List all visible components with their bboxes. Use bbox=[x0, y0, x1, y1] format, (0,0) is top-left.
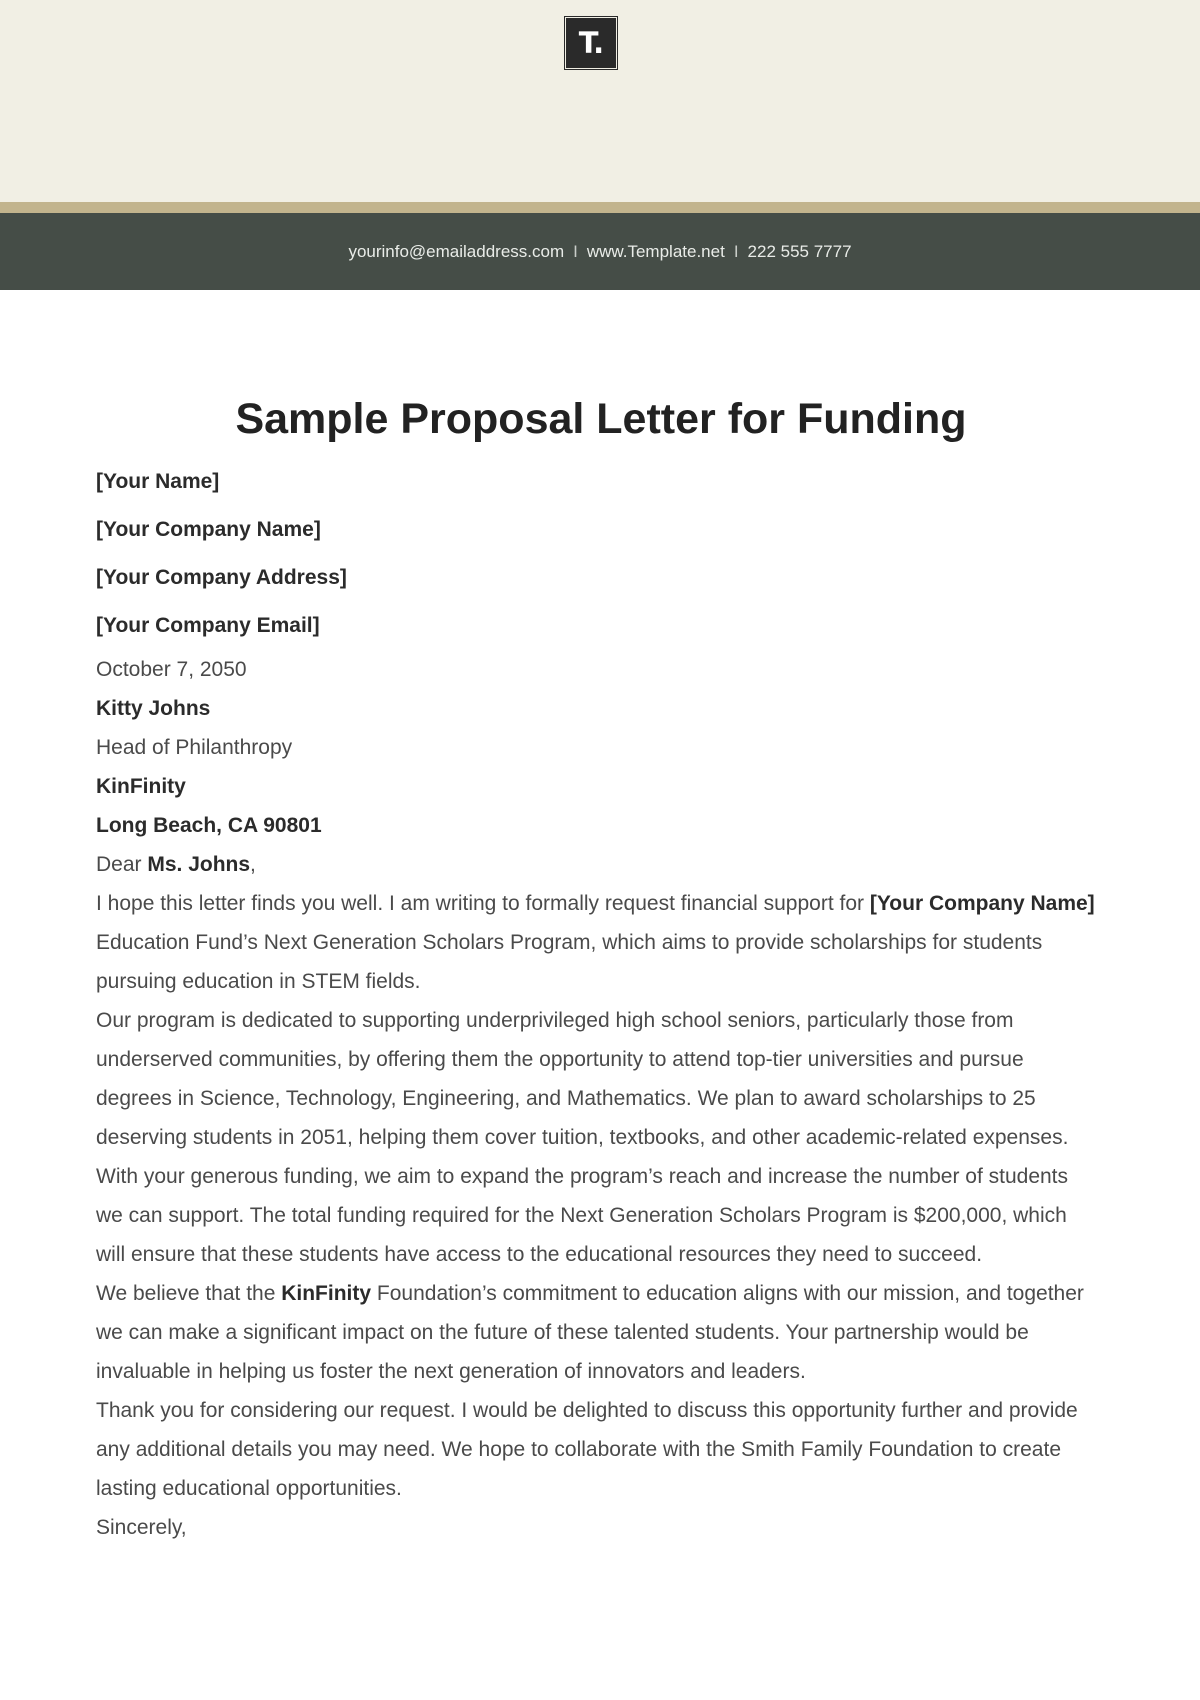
brand-logo: T. bbox=[566, 18, 616, 68]
recipient-organization: KinFinity bbox=[96, 775, 186, 798]
recipient-title: Head of Philanthropy bbox=[96, 736, 293, 759]
organization-highlight: KinFinity bbox=[281, 1282, 372, 1305]
header-banner bbox=[0, 0, 1200, 202]
document-title: Sample Proposal Letter for Funding bbox=[235, 395, 967, 443]
sender-name: [Your Name] bbox=[96, 470, 220, 493]
contact-website[interactable]: www.Template.net bbox=[586, 242, 725, 261]
paragraph-intro: I hope this letter finds you well. I am writing to formally request financial support for [Your Company Name] Education Fund’s Next Generation Scholars Program, which aims to provide scholarships for students pursuing education in STEM fields. bbox=[96, 892, 1095, 993]
sender-company-email: [Your Company Email] bbox=[96, 614, 320, 637]
sender-block bbox=[96, 458, 1096, 650]
closing: Sincerely, bbox=[96, 1516, 187, 1539]
paragraph-program: Our program is dedicated to supporting underprivileged high school seniors, particularly those from underserved communities, by offering them the opportunity to attend top-tier universities and pursue degrees in Science, Technology, Engineering, and Mathematics. We plan to award scholarships to 25 deserving students in 2051, helping them cover tuition, textbooks, and other academic-related expenses. bbox=[96, 1009, 1069, 1149]
contact-phone: 222 555 7777 bbox=[747, 242, 852, 261]
salutation-name: Ms. Johns bbox=[147, 853, 251, 876]
paragraph-thanks: Thank you for considering our request. I would be delighted to discuss this opportunity further and provide any additional details you may need. We hope to collaborate with the Smith Family Foundation to create lasting educational opportunities. bbox=[96, 1399, 1078, 1500]
contact-separator: I bbox=[733, 242, 739, 261]
letter-body bbox=[96, 380, 1096, 1547]
salutation: Dear Ms. Johns, bbox=[96, 853, 256, 876]
recipient-block bbox=[96, 650, 1096, 884]
contact-band bbox=[0, 213, 1200, 290]
paragraph-funding: With your generous funding, we aim to expand the program’s reach and increase the number of students we can support. The total funding required for the Next Generation Scholars Program is $200,000, which will ensure that these students have access to the educational resources they need to succeed. bbox=[96, 1165, 1069, 1266]
recipient-location: Long Beach, CA 90801 bbox=[96, 814, 322, 837]
sender-company-address: [Your Company Address] bbox=[96, 566, 347, 589]
paragraph-partnership: We believe that the KinFinity Foundation’s commitment to education aligns with our mission, and together we can make a significant impact on the future of these talented students. Your partnership would be invaluable in helping us foster the next generation of innovators and leaders. bbox=[96, 1282, 1084, 1383]
sender-company-name: [Your Company Name] bbox=[96, 518, 321, 541]
accent-stripe bbox=[0, 202, 1200, 213]
contact-separator: I bbox=[573, 242, 578, 261]
letter-paragraphs bbox=[96, 884, 1096, 1547]
company-name-highlight: [Your Company Name] bbox=[869, 892, 1095, 915]
contact-email[interactable]: yourinfo@emailaddress.com bbox=[348, 242, 565, 261]
recipient-name: Kitty Johns bbox=[96, 697, 211, 720]
letter-date: October 7, 2050 bbox=[96, 658, 247, 681]
